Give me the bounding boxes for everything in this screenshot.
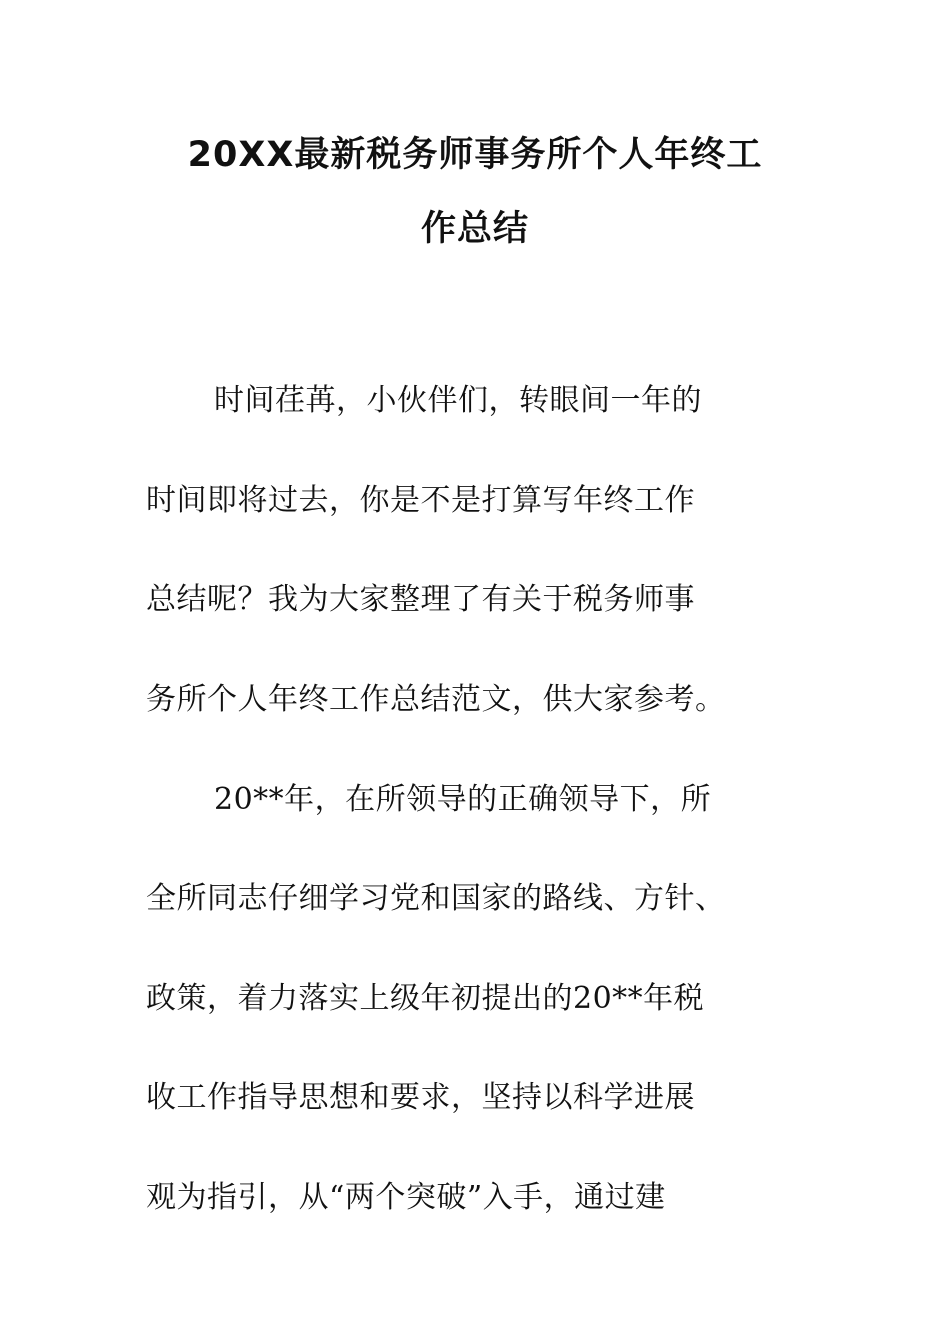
paragraph-2-line-2: 全所同志仔细学习党和国家的路线、方针、: [146, 881, 726, 916]
paragraph-1-line-3: 总结呢？我为大家整理了有关于税务师事: [146, 582, 695, 617]
paragraph-2-line-5: 观为指引，从“两个突破”入手，通过建: [146, 1180, 666, 1215]
paragraph-2-line-1: 20**年，在所领导的正确领导下，所: [214, 782, 712, 817]
paragraph-2-line-4: 收工作指导思想和要求，坚持以科学进展: [146, 1080, 695, 1115]
paragraph-1-line-1: 时间荏苒，小伙伴们，转眼间一年的: [214, 383, 702, 418]
paragraph-1-line-2: 时间即将过去，你是不是打算写年终工作: [146, 483, 695, 518]
document-title-line-1: 20XX最新税务师事务所个人年终工: [187, 135, 763, 175]
paragraph-1-line-4: 务所个人年终工作总结范文，供大家参考。: [146, 682, 726, 717]
document-title-line-2: 作总结: [420, 209, 529, 249]
paragraph-2-line-3: 政策，着力落实上级年初提出的20**年税: [146, 981, 705, 1016]
